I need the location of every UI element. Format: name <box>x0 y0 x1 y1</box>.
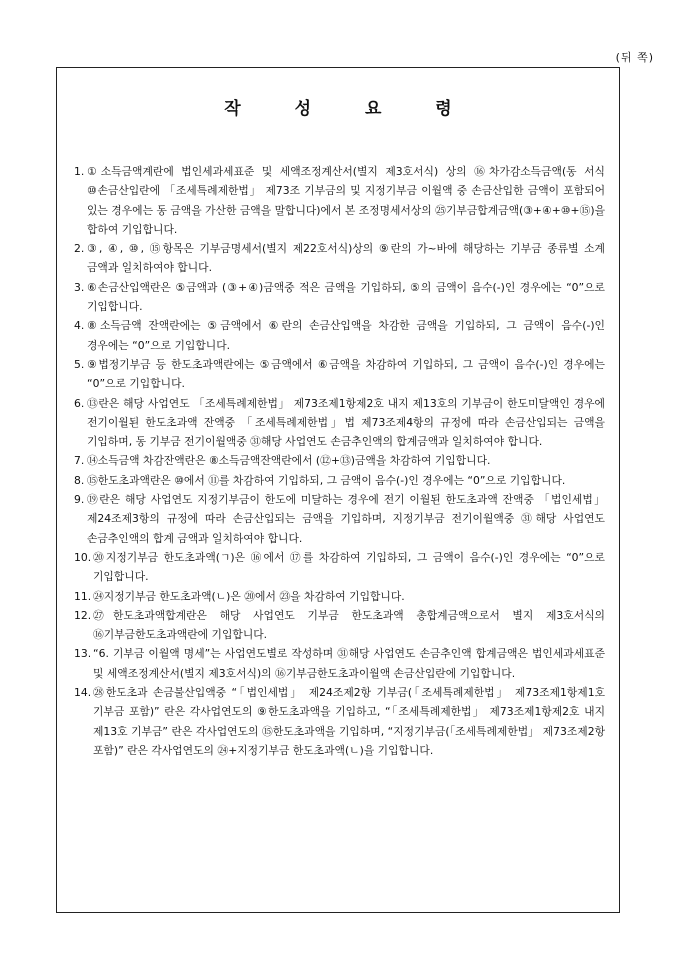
item-number: 4. <box>74 319 85 333</box>
item-number: 8. <box>74 473 85 487</box>
list-item <box>74 548 605 587</box>
item-text: ㉔지정기부금 한도초과액(ㄴ)은 ⑳에서 ㉓을 차감하여 기입합니다. <box>93 589 405 603</box>
page-title: 작 성 요 령 <box>224 99 476 119</box>
list-item <box>74 316 605 355</box>
item-number: 9. <box>74 493 85 507</box>
list-item <box>74 606 605 645</box>
item-number: 1. <box>74 165 85 178</box>
item-text: ①소득금액계란에 법인세과세표준 및 세액조정계산서(별지 제3호서식) 상의 ⑯차가감소득금액(동 서식 ⑩손금산입란에 「조세특례제한법」 제73조 기부금의 및 지정기부금 이월액 중 손금산입한 금액이 포함되어 있는 경우에는 동 금액을 가산한 금액을 말합니다)에서 본 조정명세서상의 ㉕기부금합계금액(③+④+⑩+⑮)을 합하여 기입합니다. <box>87 165 605 236</box>
instructions-frame <box>56 67 620 913</box>
list-item <box>74 394 605 452</box>
item-text: ⑬란은 해당 사업연도 「조세특례제한법」 제73조제1항제2호 내지 제13호의 기부금이 한도미달액인 경우에 전기이월된 한도초과액 잔액중 「조세특례제한법」법 제73조제4항의 규정에 따라 손금산입되는 금액을 기입하며, 동 기부금 전기이월액중 ㉛해당 사업연도 손금추인액의 합계금액과 일치하여야 합니다. <box>87 396 605 449</box>
list-item <box>74 490 605 548</box>
item-number: 6. <box>74 396 85 410</box>
item-number: 14. <box>74 686 92 700</box>
item-text: ⑭소득금액 차감잔액란은 ⑧소득금액잔액란에서 (⑫+⑬)금액을 차감하여 기입합니다. <box>87 454 491 468</box>
list-item <box>74 278 605 317</box>
item-text: ⑲란은 해당 사업연도 지정기부금이 한도에 미달하는 경우에 전기 이월된 한도초과액 잔액중 「법인세법」 제24조제3항의 규정에 따라 손금산입되는 금액을 기입하며, 지정기부금 전기이월액중 ㉛해당 사업연도 손금추인액의 합계 금액과 일치하여야 합니다. <box>87 493 605 545</box>
item-number: 12. <box>74 608 92 622</box>
list-item <box>74 355 605 394</box>
item-text: ⑧소득금액 잔액란에는 ⑤금액에서 ⑥란의 손금산입액을 차감한 금액을 기입하되, 그 금액이 음수(-)인 경우에는 “0”으로 기입합니다. <box>87 319 605 352</box>
list-item <box>74 683 605 760</box>
item-number: 3. <box>74 280 85 294</box>
item-text: ㉗한도초과액합계란은 해당 사업연도 기부금 한도초과액 총합계금액으로서 별지 제3호서식의 ⑯기부금한도초과액란에 기입합니다. <box>93 608 605 642</box>
list-item <box>74 451 605 470</box>
item-text: ㉘한도초과 손금불산입액중 “「법인세법」 제24조제2항 기부금(「조세특례제한법」 제73조제1항제1호 기부금 포함)” 란은 각사업연도의 ⑨한도초과액을 기입하고, “「조세특례제한법」 제73조제1항제2호 내지 제13호 기부금” 란은 각사업연도의 ⑮한도초과액을 기입하며, “지정기부금(「조세특례제한법」 제73조제2항 포함)” 란은 각사업연도의 ㉔+지정기부금 한도초과액(ㄴ)을 기입합니다. <box>93 686 605 757</box>
item-number: 2. <box>74 242 85 256</box>
item-number: 10. <box>74 550 92 564</box>
list-item <box>74 471 605 490</box>
page-side-label: (뒤 쪽) <box>615 51 654 64</box>
list-item <box>74 644 605 683</box>
item-text: ⑨법정기부금 등 한도초과액란에는 ⑤금액에서 ⑥금액을 차감하여 기입하되, 그 금액이 음수(-)인 경우에는 “0”으로 기입합니다. <box>87 357 605 391</box>
item-text: ⑥손금산입액란은 ⑤금액과 (③+④)금액중 적은 금액을 기입하되, ⑤의 금액이 음수(-)인 경우에는 “0”으로 기입합니다. <box>87 280 605 314</box>
list-item <box>74 239 605 278</box>
instruction-list <box>74 162 605 760</box>
item-number: 11. <box>74 589 92 603</box>
item-number: 7. <box>74 454 85 468</box>
item-number: 13. <box>74 647 92 661</box>
item-text: ③, ④, ⑩, ⑮항목은 기부금명세서(별지 제22호서식)상의 ⑨란의 가~바에 해당하는 기부금 종류별 소계 금액과 일치하여야 합니다. <box>87 242 605 275</box>
item-text: ⑳지정기부금 한도초과액(ㄱ)은 ⑯에서 ⑰를 차감하여 기입하되, 그 금액이 음수(-)인 경우에는 “0”으로 기입합니다. <box>93 550 605 584</box>
list-item <box>74 162 605 239</box>
item-text: ⑮한도초과액란은 ⑩에서 ⑪를 차감하여 기입하되, 그 금액이 음수(-)인 경우에는 “0”으로 기입합니다. <box>87 473 566 487</box>
item-text: “6. 기부금 이월액 명세”는 사업연도별로 작성하며 ㉛해당 사업연도 손금추인액 합계금액은 법인세과세표준 및 세액조정계산서(별지 제3호서식)의 ⑯기부금한도초과이월액 손금산입란에 기입합니다. <box>93 647 605 680</box>
item-number: 5. <box>74 357 85 371</box>
list-item <box>74 587 605 606</box>
